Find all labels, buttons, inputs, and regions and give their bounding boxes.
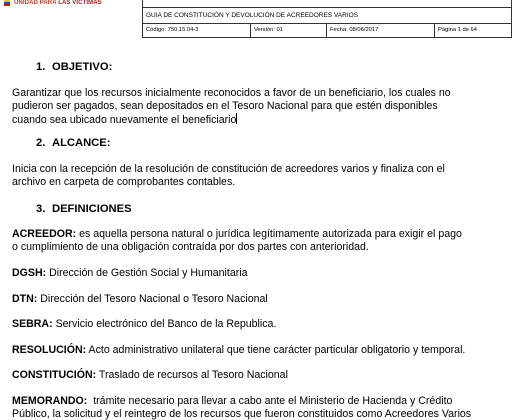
definition-resolucion[interactable]: RESOLUCIÓN: Acto administrativo unilateral que tiene carácter particular obligatorio y temporal. xyxy=(12,344,466,356)
document-title: GUIA DE CONSTITUCIÓN Y DEVOLUCIÓN DE ACREEDORES VARIOS xyxy=(143,7,512,23)
document-code: Código: 750.15.04-3 xyxy=(143,23,251,37)
objetivo-paragraph[interactable]: Garantizar que los recursos inicialmente reconocidos a favor de un beneficiario, los cuales no pudieron ser pagados, sean depositados en el Tesoro Nacional para que estén disponibles cuando sea ubicado nuevamente el beneficiario xyxy=(12,87,451,126)
document-date: Fecha: 08/06/2017 xyxy=(327,23,435,37)
unidad-victimas-logo xyxy=(0,0,142,12)
section-heading-objetivo: 1. OBJETIVO: xyxy=(36,61,113,73)
text-cursor xyxy=(236,113,237,124)
document-version: Versión: 01 xyxy=(251,23,327,37)
definition-sebra[interactable]: SEBRA: Servicio electrónico del Banco de la Republica. xyxy=(12,318,277,330)
header-top-cell xyxy=(143,0,512,7)
logo-text: UNIDAD PARA LAS VÍCTIMAS xyxy=(14,0,102,6)
document-header-table xyxy=(142,0,512,38)
colombia-flag-icon xyxy=(4,0,10,6)
section-heading-definiciones: 3. DEFINICIONES xyxy=(36,203,132,215)
definition-memorando[interactable]: MEMORANDO: trámite necesario para llevar a cabo ante el Ministerio de Hacienda y Crédito Público, la solicitud y el reintegro de los recursos que fueron constituidos como Acreedores Varios xyxy=(12,395,472,420)
section-heading-alcance: 2. ALCANCE: xyxy=(36,137,111,149)
definition-acreedor[interactable]: ACREEDOR: es aquella persona natural o jurídica legítimamente autorizada para exigir el pago o cumplimiento de una obligación contraída por dos partes con anterioridad. xyxy=(12,228,462,253)
definition-constitucion[interactable]: CONSTITUCIÓN: Traslado de recursos al Tesoro Nacional xyxy=(12,369,288,381)
page-number: Página 1 de 64 xyxy=(435,23,512,37)
definition-dgsh[interactable]: DGSH: Dirección de Gestión Social y Humanitaria xyxy=(12,267,248,279)
alcance-paragraph[interactable]: Inicia con la recepción de la resolución de constitución de acreedores varios y finaliza con el archivo en carpeta de comprobantes contables. xyxy=(12,163,445,188)
definition-dtn[interactable]: DTN: Dirección del Tesoro Nacional o Tesoro Nacional xyxy=(12,293,268,305)
